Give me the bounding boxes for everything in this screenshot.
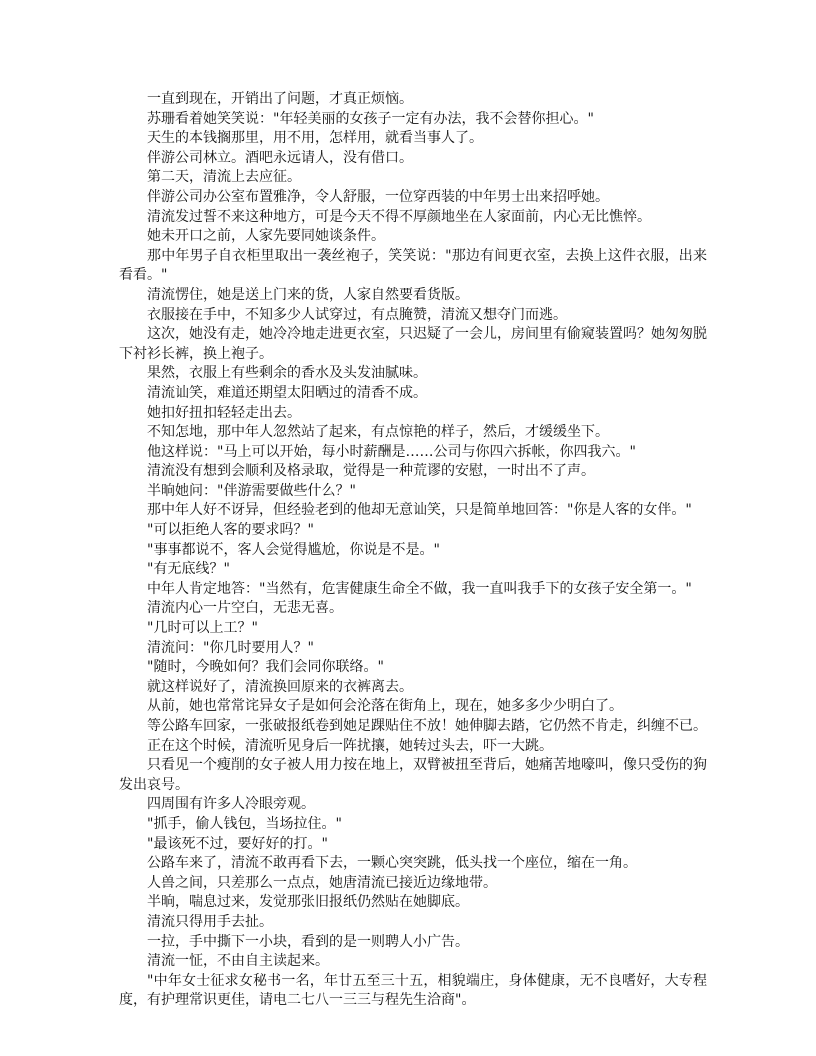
paragraph: 公路车来了，清流不敢再看下去，一颗心突突跳，低头找一个座位，缩在一角。 [147,855,637,872]
paragraph: 伴游公司办公室布置雅净，令人舒服，一位穿西装的中年男士出来招呼她。 [147,188,609,205]
paragraph: 半晌她问："伴游需要做些什么？" [147,482,356,499]
paragraph: 那中年男子自衣柜里取出一袭丝袍子，笑笑说："那边有间更衣室，去换上这件衣服，出来看看。" [119,247,707,284]
paragraph: 清流讪笑，难道还期望太阳晒过的清香不成。 [147,384,427,401]
paragraph: "有无底线？" [147,561,230,578]
paragraph: 她未开口之前，人家先要同她谈条件。 [147,228,385,245]
paragraph: "中年女士征求女秘书一名，年廿五至三十五，相貌端庄，身体健康，无不良嗜好，大专程度，有护理常识更佳，请电二七八一三三与程先生洽商"。 [119,972,707,1009]
paragraph: 人兽之间，只差那么一点点，她唐清流已接近边缘地带。 [147,874,497,891]
paragraph: 她扣好扭扣轻轻走出去。 [147,404,301,421]
paragraph: 就这样说好了，清流换回原来的衣裤离去。 [147,678,413,695]
paragraph: 正在这个时候，清流听见身后一阵扰攘，她转过头去，吓一大跳。 [147,737,553,754]
paragraph: 清流问："你几时要用人？" [147,639,314,656]
paragraph: 那中年人好不讶异，但经验老到的他却无意讪笑，只是简单地回答："你是人客的女伴。" [147,502,692,519]
paragraph: 清流愣住，她是送上门来的货，人家自然要看货版。 [147,286,469,303]
paragraph: 伴游公司林立。酒吧永远请人，没有借口。 [147,149,413,166]
paragraph: 清流发过誓不来这种地方，可是今天不得不厚颜地坐在人家面前，内心无比憔悴。 [147,208,651,225]
paragraph: 天生的本钱搁那里，用不用，怎样用，就看当事人了。 [147,130,483,147]
paragraph: 四周围有许多人冷眼旁观。 [147,796,315,813]
paragraph: 半晌，喘息过来，发觉那张旧报纸仍然贴在她脚底。 [147,894,469,911]
paragraph: 一直到现在，开销出了问题，才真正烦恼。 [147,91,413,107]
paragraph: 清流没有想到会顺利及格录取，觉得是一种荒谬的安慰，一时出不了声。 [147,463,595,480]
paragraph: "最该死不过，要好好的打。" [147,835,328,852]
paragraph: 一拉，手中撕下一小块，看到的是一则聘人小广告。 [147,933,469,950]
paragraph: 果然，衣服上有些剩余的香水及头发油腻味。 [147,365,427,382]
paragraph: "几时可以上工？" [147,620,258,637]
paragraph: 从前，她也常常诧异女子是如何会沦落在街角上，现在，她多多少少明白了。 [147,698,623,715]
paragraph: 第二天，清流上去应征。 [147,169,301,186]
paragraph: "事事都说不，客人会觉得尴尬，你说是不是。" [147,541,440,558]
paragraph: 苏珊看着她笑笑说："年轻美丽的女孩子一定有办法，我不会替你担心。" [147,110,594,127]
paragraph: 清流一怔，不由自主读起来。 [147,953,329,970]
paragraph: 等公路车回家，一张破报纸卷到她足踝贴住不放！她伸脚去踏，它仍然不肯走，纠缠不已。 [147,718,707,734]
paragraph: 衣服接在手中，不知多少人试穿过，有点腌赞，清流又想夺门而逃。 [147,306,567,323]
paragraph: 清流内心一片空白，无悲无喜。 [147,600,343,617]
paragraph: 不知怎地，那中年人忽然站了起来，有点惊艳的样子，然后，才缓缓坐下。 [147,424,609,441]
paragraph: 只看见一个瘦削的女子被人用力按在地上，双臂被扭至背后，她痛苦地嚎叫，像只受伤的狗发出哀号。 [119,757,707,793]
paragraph: 中年人肯定地答："当然有，危害健康生命全不做，我一直叫我手下的女孩子安全第一。" [147,580,692,597]
paragraph: "随时，今晚如何？我们会同你联络。" [147,659,384,676]
paragraph: "可以拒绝人客的要求吗？" [147,522,314,539]
paragraph: 这次，她没有走，她冷冷地走进更衣室，只迟疑了一会儿，房间里有偷窥装置吗？她匆匆脱下衬衫长裤，换上袍子。 [119,326,707,362]
paragraph: 他这样说："马上可以开始，每小时薪酬是……公司与你四六拆帐，你四我六。" [147,443,636,460]
paragraph: 清流只得用手去扯。 [147,913,273,930]
document-page [119,90,707,1011]
paragraph: "抓手，偷人钱包，当场拉住。" [147,815,342,832]
